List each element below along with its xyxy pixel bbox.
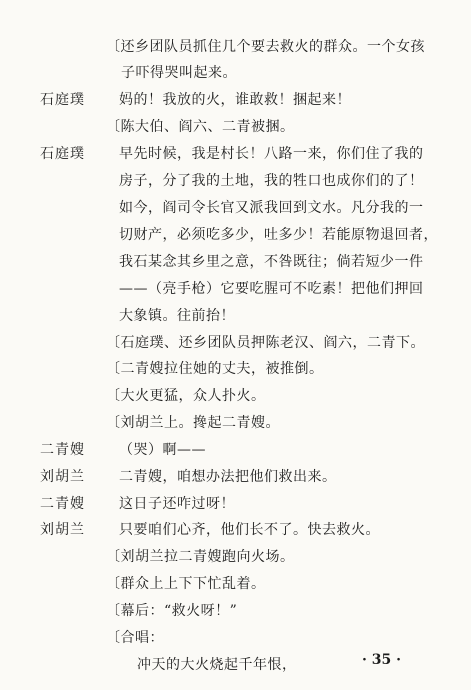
dialogue-line: 只要咱们心齐，他们长不了。快去救火。 bbox=[119, 522, 380, 538]
text-line: ——（亮手枪）它要吃腥可不吃素！把他们押回 bbox=[119, 281, 424, 297]
stage-direction: 〔石庭璞、还乡团队员押陈老汉、阎六，二青下。 bbox=[106, 335, 425, 351]
speaker-name: 石庭璞 bbox=[40, 146, 85, 162]
text-line: 我石某念其乡里之意，不咎既往；倘若短少一件 bbox=[119, 254, 424, 270]
dialogue-line: 这日子还咋过呀！ bbox=[119, 496, 235, 512]
speaker-name: 石庭璞 bbox=[40, 92, 85, 108]
dialogue-line: 早先时候，我是村长！八路一来，你们住了我的 bbox=[119, 146, 424, 162]
stage-direction: 〔刘胡兰上。搀起二青嫂。 bbox=[106, 415, 280, 431]
stage-direction: 〔陈大伯、阎六、二青被捆。 bbox=[106, 119, 295, 135]
speaker-name: 二青嫂 bbox=[40, 442, 85, 458]
page-number: · 35 · bbox=[362, 652, 401, 668]
speaker-name: 二青嫂 bbox=[40, 496, 85, 512]
stage-direction: 〔还乡团队员抓住几个要去救火的群众。一个女孩 bbox=[106, 39, 425, 55]
text-line: 冲天的大火烧起千年恨， bbox=[137, 657, 297, 673]
dialogue-line: 二青嫂，咱想办法把他们救出来。 bbox=[119, 469, 337, 485]
text-line: 子吓得哭叫起来。 bbox=[121, 65, 237, 81]
stage-direction: 〔幕后：“救火呀！” bbox=[106, 603, 238, 619]
text-line: 大象镇。往前抬！ bbox=[119, 308, 235, 324]
speaker-name: 刘胡兰 bbox=[40, 522, 85, 538]
stage-direction: 〔二青嫂拉住她的丈夫，被推倒。 bbox=[106, 361, 324, 377]
stage-direction: 〔刘胡兰拉二青嫂跑向火场。 bbox=[106, 549, 295, 565]
text-line: 切财产，必须吃多少，吐多少！若能原物退回者， bbox=[119, 227, 438, 243]
stage-direction: 〔合唱： bbox=[106, 630, 164, 646]
text-line: 如今，阎司令长官又派我回到文水。凡分我的一 bbox=[119, 200, 424, 216]
text-line: 房子，分了我的土地，我的牲口也成你们的了！ bbox=[119, 173, 424, 189]
speaker-name: 刘胡兰 bbox=[40, 469, 85, 485]
dialogue-line: （哭）啊—— bbox=[119, 442, 206, 458]
stage-direction: 〔群众上上下下忙乱着。 bbox=[106, 576, 266, 592]
stage-direction: 〔大火更猛，众人扑火。 bbox=[106, 388, 266, 404]
dialogue-line: 妈的！我放的火，谁敢救！捆起来！ bbox=[119, 92, 351, 108]
